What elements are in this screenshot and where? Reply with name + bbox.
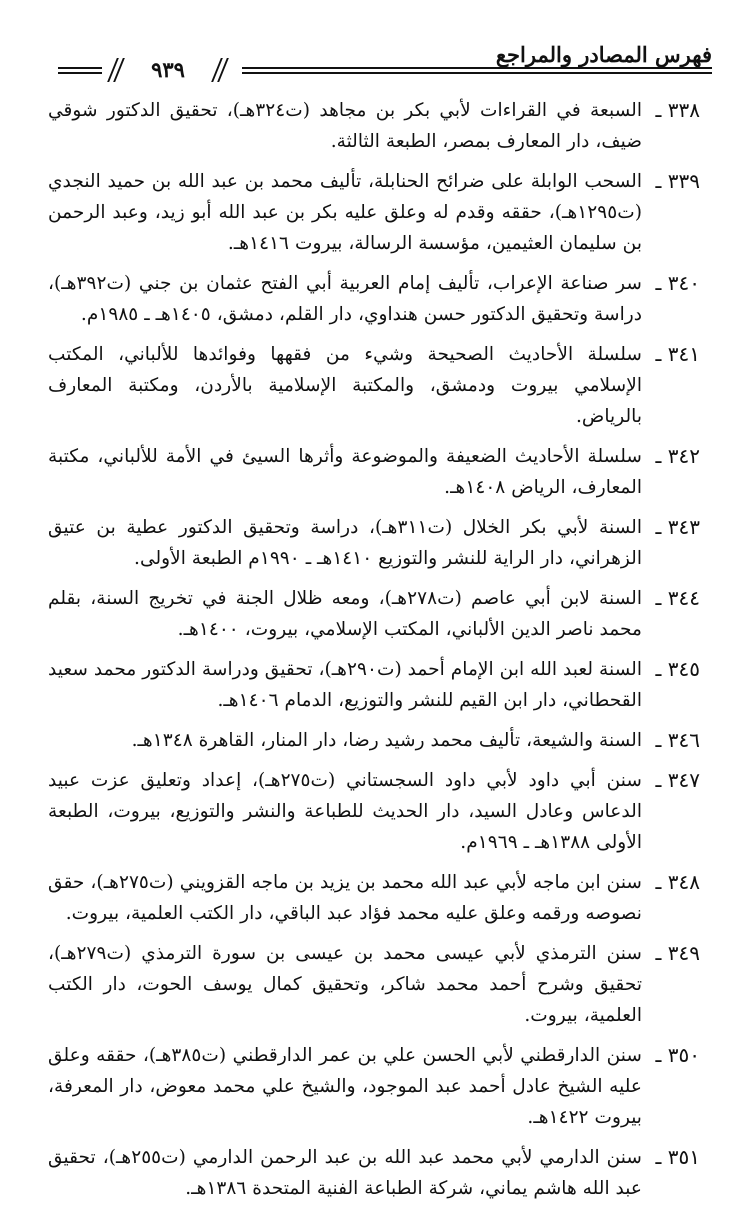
entry-number: ٣٤٢ ـ — [655, 444, 700, 468]
running-title: فهرس المصادر والمراجع — [495, 42, 712, 67]
header-rule — [242, 67, 712, 69]
bibliography-entry — [48, 654, 700, 716]
bibliography-entry — [48, 339, 700, 432]
bibliography-entry — [48, 441, 700, 503]
bibliography-entry — [48, 583, 700, 645]
entry-text: سنن الترمذي لأبي عيسى محمد بن عيسى بن سورة الترمذي (ت٢٧٩هـ)، تحقيق وشرح أحمد محمد شاكر، وتحقيق كمال يوسف الحوت، دار الكتب العلمية، بيروت. — [48, 943, 642, 1026]
entry-text: السبعة في القراءات لأبي بكر بن مجاهد (ت٣٢٤هـ)، تحقيق الدكتور شوقي ضيف، دار المعارف بمصر، الطبعة الثالثة. — [48, 100, 642, 152]
entry-number: ٣٤٤ ـ — [655, 586, 700, 610]
entry-number: ٣٤٩ ـ — [655, 941, 700, 965]
entry-text: السنة والشيعة، تأليف محمد رشيد رضا، دار المنار، القاهرة ١٣٤٨هـ. — [131, 730, 642, 751]
bibliography-entry — [48, 1142, 700, 1204]
bibliography-entry — [48, 95, 700, 157]
bibliography-list — [48, 95, 700, 1213]
entry-number: ٣٤٣ ـ — [655, 515, 700, 539]
entry-text: السحب الوابلة على ضرائح الحنابلة، تأليف محمد بن عبد الله بن حميد النجدي (ت١٢٩٥هـ)، حققه وقدم له وعلق عليه بكر بن عبد الله أبو زيد، وعبد الرحمن بن سليمان العثيمين، مؤسسة الرسالة، بيروت ١٤١٦هـ. — [48, 171, 642, 254]
entry-text: سنن الدارقطني لأبي الحسن علي بن عمر الدارقطني (ت٣٨٥هـ)، حققه وعلق عليه الشيخ عادل أحمد عبد الموجود، والشيخ علي محمد معوض، دار المعرفة، بيروت ١٤٢٢هـ. — [48, 1045, 643, 1128]
bibliography-entry — [48, 268, 700, 330]
header-rule — [242, 72, 712, 74]
entry-text: سلسلة الأحاديث الضعيفة والموضوعة وأثرها السيئ في الأمة للألباني، مكتبة المعارف، الرياض ١٤٠٨هـ. — [48, 446, 642, 498]
entry-number: ٣٤٧ ـ — [655, 768, 700, 792]
page-number-box — [104, 58, 232, 82]
bibliography-entry — [48, 1040, 700, 1133]
entry-text: السنة لعبد الله ابن الإمام أحمد (ت٢٩٠هـ)، تحقيق ودراسة الدكتور محمد سعيد القحطاني، دار ابن القيم للنشر والتوزيع، الدمام ١٤٠٦هـ. — [48, 659, 642, 711]
entry-text: سنن ابن ماجه لأبي عبد الله محمد بن يزيد بن ماجه القزويني (ت٢٧٥هـ)، حقق نصوصه ورقمه وعلق عليه محمد فؤاد عبد الباقي، دار الكتب العلمية، بيروت. — [48, 872, 643, 924]
entry-number: ٣٥١ ـ — [655, 1145, 700, 1169]
bibliography-entry — [48, 938, 700, 1031]
header-rule — [58, 67, 102, 69]
entry-text: سلسلة الأحاديث الصحيحة وشيء من فقهها وفوائدها للألباني، المكتب الإسلامي بيروت ودمشق، والمكتبة الإسلامية بالأردن، ومكتبة المعارف بالرياض. — [48, 344, 642, 427]
entry-number: ٣٣٨ ـ — [655, 98, 700, 122]
bibliography-entry — [48, 512, 700, 574]
bibliography-entry — [48, 765, 700, 858]
entry-text: السنة لابن أبي عاصم (ت٢٧٨هـ)، ومعه ظلال الجنة في تخريج السنة، بقلم محمد ناصر الدين الألباني، المكتب الإسلامي، بيروت، ١٤٠٠هـ. — [48, 588, 643, 640]
entry-number: ٣٤١ ـ — [655, 342, 700, 366]
entry-number: ٣٥٠ ـ — [655, 1043, 700, 1067]
entry-number: ٣٤٠ ـ — [655, 271, 700, 295]
header-rule — [58, 72, 102, 74]
bibliography-entry — [48, 867, 700, 929]
page-number: ٩٣٩ — [151, 57, 185, 82]
page-header — [58, 36, 712, 82]
entry-number: ٣٤٨ ـ — [655, 870, 700, 894]
entry-text: سر صناعة الإعراب، تأليف إمام العربية أبي الفتح عثمان بن جني (ت٣٩٢هـ)، دراسة وتحقيق الدكتور حسن هنداوي، دار القلم، دمشق، ١٤٠٥هـ ـ ١٩٨٥م. — [48, 273, 642, 325]
bibliography-entry — [48, 166, 700, 259]
entry-text: السنة لأبي بكر الخلال (ت٣١١هـ)، دراسة وتحقيق الدكتور عطية بن عتيق الزهراني، دار الراية للنشر والتوزيع ١٤١٠هـ ـ ١٩٩٠م الطبعة الأولى. — [48, 517, 642, 569]
entry-number: ٣٣٩ ـ — [655, 169, 700, 193]
entry-number: ٣٤٦ ـ — [655, 728, 700, 752]
entry-number: ٣٤٥ ـ — [655, 657, 700, 681]
entry-text: سنن أبي داود لأبي داود السجستاني (ت٢٧٥هـ)، إعداد وتعليق عزت عبيد الدعاس وعادل السيد، دار الحديث للطباعة والنشر والتوزيع، بيروت، الطبعة الأولى ١٣٨٨هـ ـ ١٩٦٩م. — [48, 770, 642, 853]
entry-text: سنن الدارمي لأبي محمد عبد الله بن عبد الرحمن الدارمي (ت٢٥٥هـ)، تحقيق عبد الله هاشم يماني، شركة الطباعة الفنية المتحدة ١٣٨٦هـ. — [48, 1147, 642, 1199]
bibliography-entry — [48, 725, 700, 756]
